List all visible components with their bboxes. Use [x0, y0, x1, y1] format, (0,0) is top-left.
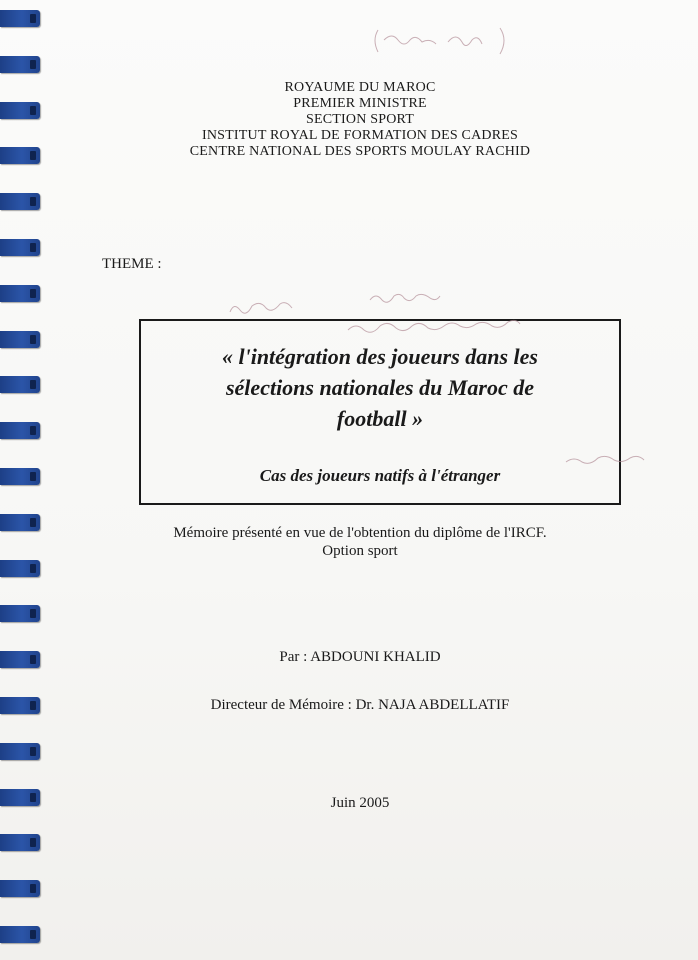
binding-ring	[0, 880, 40, 897]
header-line-ministry: PREMIER MINISTRE	[293, 96, 427, 111]
binding-ring	[0, 285, 40, 302]
institution-header	[60, 80, 660, 160]
thesis-title	[141, 341, 619, 434]
thesis-subtitle: Cas des joueurs natifs à l'étranger	[259, 466, 501, 485]
author-line: Par : ABDOUNI KHALID	[279, 649, 441, 665]
binding-ring	[0, 743, 40, 760]
date-line: Juin 2005	[330, 795, 390, 811]
memoire-line-2: Option sport	[322, 543, 398, 559]
spiral-binding	[0, 0, 46, 960]
memoire-line-1: Mémoire présenté en vue de l'obtention du diplôme de l'IRCF.	[173, 525, 547, 541]
memoire-statement	[60, 524, 660, 560]
binding-ring	[0, 422, 40, 439]
theme-label: THEME :	[102, 256, 162, 272]
header-line-centre: CENTRE NATIONAL DES SPORTS MOULAY RACHID	[189, 144, 531, 159]
thesis-title-line-2: sélections nationales du Maroc de	[225, 375, 534, 400]
header-line-section: SECTION SPORT	[306, 112, 414, 127]
binding-ring	[0, 147, 40, 164]
binding-ring	[0, 468, 40, 485]
binding-ring	[0, 789, 40, 806]
binding-ring	[0, 376, 40, 393]
binding-ring	[0, 560, 40, 577]
header-line-institute: INSTITUT ROYAL DE FORMATION DES CADRES	[201, 128, 518, 143]
binding-ring	[0, 651, 40, 668]
binding-ring	[0, 605, 40, 622]
title-box	[139, 319, 621, 505]
binding-ring	[0, 926, 40, 943]
binding-ring	[0, 514, 40, 531]
binding-ring	[0, 102, 40, 119]
binding-ring	[0, 834, 40, 851]
binding-ring	[0, 331, 40, 348]
director-line: Directeur de Mémoire : Dr. NAJA ABDELLATIF	[210, 697, 510, 713]
binding-ring	[0, 239, 40, 256]
binding-ring	[0, 697, 40, 714]
header-line-kingdom: ROYAUME DU MAROC	[284, 80, 436, 95]
thesis-title-line-1: « l'intégration des joueurs dans les	[221, 344, 538, 369]
binding-ring	[0, 10, 40, 27]
binding-ring	[0, 193, 40, 210]
thesis-title-line-3: football »	[336, 406, 424, 431]
binding-ring	[0, 56, 40, 73]
